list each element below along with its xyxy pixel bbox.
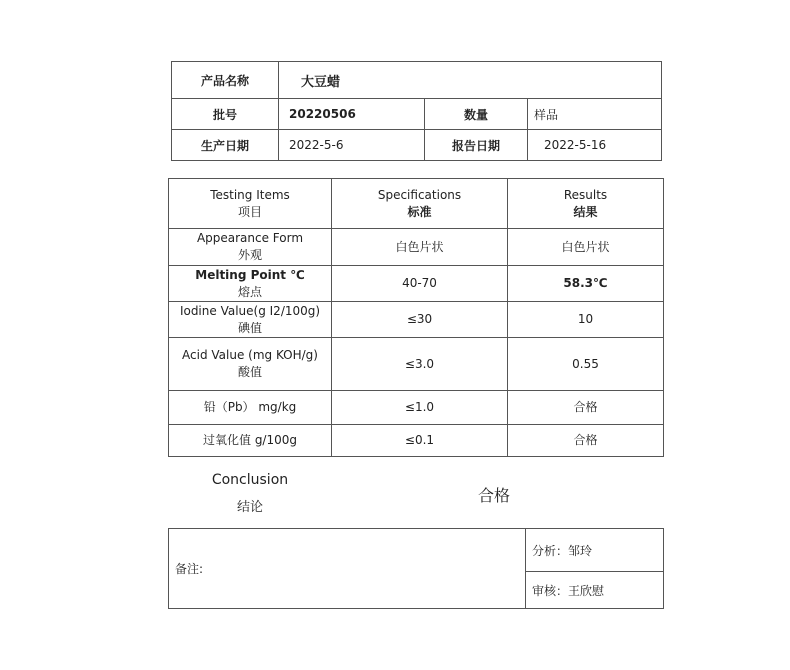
analyst-signature: 分析：邹玲 <box>526 529 664 572</box>
header-testing-items <box>169 179 332 229</box>
header-results <box>508 179 664 229</box>
item-cell <box>169 302 332 338</box>
table-row <box>169 425 664 457</box>
report-date-label: 报告日期 <box>425 130 528 161</box>
result-cell: 58.3℃ <box>508 266 664 302</box>
spec-cell: 40-70 <box>332 266 508 302</box>
result-cell: 白色片状 <box>508 229 664 266</box>
item-name-cn: 熔点 <box>237 284 262 299</box>
item-name-en: Appearance Form <box>196 231 304 245</box>
table-row <box>169 302 664 338</box>
batch-label: 批号 <box>172 99 279 130</box>
spec-cell: ≤3.0 <box>332 338 508 391</box>
header-result-en: Results <box>563 187 608 202</box>
spec-cell: ≤30 <box>332 302 508 338</box>
test-results-table <box>168 178 664 457</box>
item-name-cn: 酸值 <box>237 365 262 379</box>
reviewer-signature: 审核：王欣慰 <box>526 572 664 609</box>
conclusion-label-cn: 结论 <box>236 500 263 515</box>
spec-cell: ≤0.1 <box>332 425 508 457</box>
item-name-en: Melting Point ℃ <box>195 267 305 282</box>
product-info-table <box>171 61 662 161</box>
production-date-value: 2022-5-6 <box>279 130 425 161</box>
result-cell: 10 <box>508 302 664 338</box>
item-cell: 铅（Pb） mg/kg <box>169 391 332 425</box>
table-row <box>169 391 664 425</box>
table-row <box>169 338 664 391</box>
item-cell: 过氧化值 g/100g <box>169 425 332 457</box>
batch-value: 20220506 <box>279 99 425 130</box>
header-spec-cn: 标准 <box>407 204 432 219</box>
item-name-en: Acid Value (mg KOH/g) <box>182 348 318 362</box>
table-row <box>169 229 664 266</box>
header-spec-en: Specifications <box>377 187 462 202</box>
table-header-row <box>169 179 664 229</box>
table-row <box>169 529 664 572</box>
item-cell <box>169 338 332 391</box>
item-name-cn: 碘值 <box>237 320 262 335</box>
notes-table <box>168 528 664 609</box>
header-items-cn: 项目 <box>237 204 262 219</box>
table-row <box>172 130 662 161</box>
table-row <box>169 266 664 302</box>
conclusion-label-en: Conclusion <box>211 472 289 488</box>
quantity-label: 数量 <box>425 99 528 130</box>
item-cell <box>169 229 332 266</box>
item-name-cn: 外观 <box>237 248 262 262</box>
header-result-cn: 结果 <box>573 204 598 219</box>
result-cell: 合格 <box>508 391 664 425</box>
product-name-label: 产品名称 <box>172 62 279 99</box>
result-cell: 0.55 <box>508 338 664 391</box>
conclusion-label <box>200 466 300 522</box>
remarks-label: 备注: <box>169 529 526 609</box>
table-row <box>172 62 662 99</box>
table-row <box>172 99 662 130</box>
header-specifications <box>332 179 508 229</box>
spec-cell: ≤1.0 <box>332 391 508 425</box>
header-items-en: Testing Items <box>210 187 290 202</box>
result-cell: 合格 <box>508 425 664 457</box>
quantity-value: 样品 <box>528 99 662 130</box>
spec-cell: 白色片状 <box>332 229 508 266</box>
report-date-value: 2022-5-16 <box>528 130 662 161</box>
item-cell <box>169 266 332 302</box>
conclusion-value: 合格 <box>478 486 511 505</box>
item-name-en: Iodine Value(g I2/100g) <box>179 303 321 318</box>
production-date-label: 生产日期 <box>172 130 279 161</box>
product-name-value: 大豆蜡 <box>279 62 662 99</box>
